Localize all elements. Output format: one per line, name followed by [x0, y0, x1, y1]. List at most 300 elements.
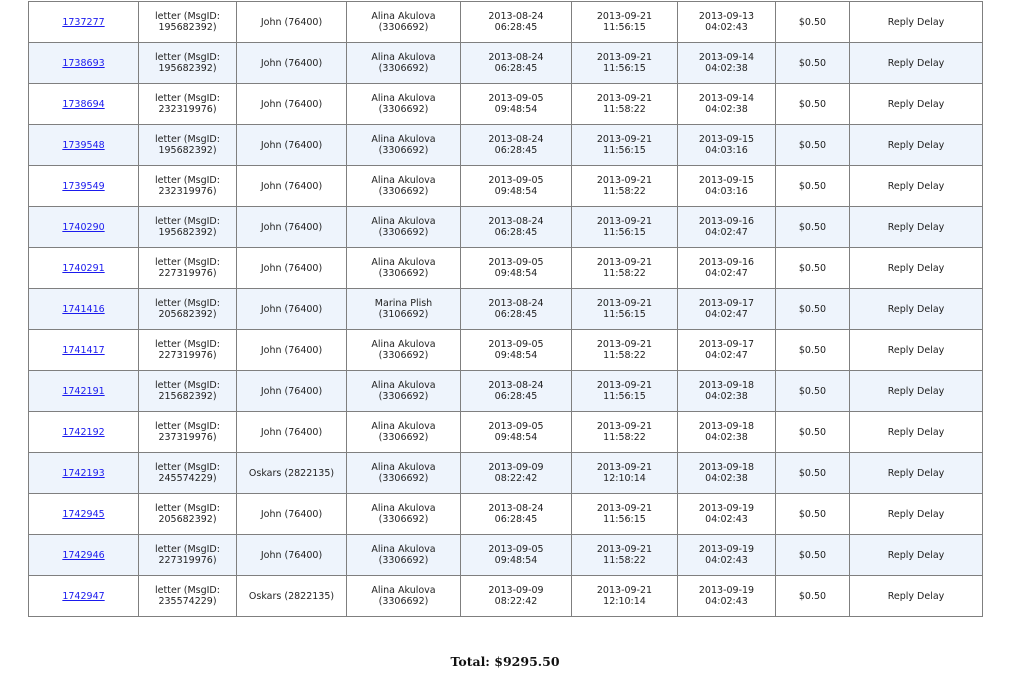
sent-date-cell	[461, 576, 572, 617]
penalty-date-cell	[678, 125, 776, 166]
recipient-name: Alina Akulova	[371, 503, 436, 514]
sender-cell	[237, 453, 347, 494]
sent-date: 2013-08-24	[488, 52, 544, 63]
sender-name: Oskars (2822135)	[248, 590, 335, 602]
penalty-time: 04:02:47	[705, 309, 748, 320]
row-id-link[interactable]: 1737277	[62, 16, 105, 28]
sender-cell	[237, 166, 347, 207]
sent-date: 2013-09-05	[488, 93, 544, 104]
checked-time: 11:58:22	[603, 268, 646, 279]
recipient-name: Alina Akulova	[371, 544, 436, 555]
penalty-date-cell	[678, 289, 776, 330]
reason-text: Reply Delay	[887, 385, 945, 397]
sent-time: 09:48:54	[494, 350, 538, 361]
msgid-value: 232319976)	[158, 104, 217, 115]
sent-time: 06:28:45	[494, 514, 538, 525]
sender-name: John (76400)	[260, 385, 323, 397]
msgid-value: 227319976)	[158, 350, 217, 361]
checked-date-cell	[572, 576, 678, 617]
checked-date: 2013-09-21	[596, 339, 653, 350]
checked-date: 2013-09-21	[596, 257, 653, 268]
amount-cell	[776, 330, 850, 371]
type-cell	[139, 576, 237, 617]
recipient-cell	[347, 2, 461, 43]
sent-date-cell	[461, 84, 572, 125]
penalty-date-cell	[678, 494, 776, 535]
type-cell	[139, 289, 237, 330]
row-id-link[interactable]: 1739548	[62, 139, 105, 151]
penalty-time: 04:02:47	[705, 268, 748, 279]
id-cell	[29, 330, 139, 371]
checked-time: 11:58:22	[603, 432, 646, 443]
amount-value: $0.50	[798, 98, 827, 110]
recipient-name: Alina Akulova	[371, 339, 436, 350]
recipient-name: Alina Akulova	[371, 175, 436, 186]
id-cell	[29, 453, 139, 494]
checked-time: 11:56:15	[603, 514, 646, 525]
sent-date: 2013-09-05	[488, 544, 544, 555]
row-id-link[interactable]: 1742191	[62, 385, 105, 397]
reason-text: Reply Delay	[887, 344, 945, 356]
type-cell	[139, 535, 237, 576]
recipient-id: (3306692)	[378, 514, 429, 525]
checked-time: 12:10:14	[603, 596, 646, 607]
penalty-date-cell	[678, 43, 776, 84]
checked-date: 2013-09-21	[596, 175, 653, 186]
row-id-link[interactable]: 1739549	[62, 180, 105, 192]
row-id-link[interactable]: 1742946	[62, 549, 105, 561]
recipient-id: (3306692)	[378, 391, 429, 402]
type-cell	[139, 330, 237, 371]
sent-date-cell	[461, 453, 572, 494]
penalty-date: 2013-09-15	[698, 134, 755, 145]
type-cell	[139, 166, 237, 207]
id-cell	[29, 43, 139, 84]
sender-name: John (76400)	[260, 426, 323, 438]
checked-date: 2013-09-21	[596, 11, 653, 22]
type-label: letter (MsgID:	[155, 503, 220, 514]
sender-name: John (76400)	[260, 180, 323, 192]
checked-date-cell	[572, 248, 678, 289]
row-id-link[interactable]: 1742947	[62, 590, 105, 602]
table-row	[29, 330, 983, 371]
table-body	[29, 2, 983, 617]
table-row	[29, 2, 983, 43]
checked-time: 11:56:15	[603, 145, 646, 156]
row-id-link[interactable]: 1741416	[62, 303, 105, 315]
checked-date: 2013-09-21	[596, 503, 653, 514]
sent-date: 2013-08-24	[488, 134, 544, 145]
type-label: letter (MsgID:	[155, 11, 220, 22]
reason-cell	[850, 453, 983, 494]
recipient-id: (3306692)	[378, 432, 429, 443]
reason-text: Reply Delay	[887, 590, 945, 602]
penalty-time: 04:02:38	[705, 104, 748, 115]
type-label: letter (MsgID:	[155, 175, 220, 186]
checked-date-cell	[572, 207, 678, 248]
recipient-id: (3106692)	[378, 309, 429, 320]
reason-text: Reply Delay	[887, 139, 945, 151]
msgid-value: 227319976)	[158, 555, 217, 566]
row-id-link[interactable]: 1741417	[62, 344, 105, 356]
recipient-name: Alina Akulova	[371, 216, 436, 227]
recipient-cell	[347, 535, 461, 576]
sent-date: 2013-08-24	[488, 503, 544, 514]
sent-time: 08:22:42	[494, 596, 538, 607]
amount-cell	[776, 166, 850, 207]
amount-value: $0.50	[798, 549, 827, 561]
amount-value: $0.50	[798, 303, 827, 315]
table-row	[29, 289, 983, 330]
sender-cell	[237, 2, 347, 43]
penalty-date: 2013-09-18	[698, 421, 755, 432]
sender-name: John (76400)	[260, 303, 323, 315]
sent-date: 2013-09-05	[488, 175, 544, 186]
msgid-value: 235574229)	[158, 596, 217, 607]
amount-value: $0.50	[798, 57, 827, 69]
checked-date-cell	[572, 535, 678, 576]
checked-date: 2013-09-21	[596, 544, 653, 555]
sender-name: John (76400)	[260, 262, 323, 274]
checked-date-cell	[572, 166, 678, 207]
sent-time: 06:28:45	[494, 227, 538, 238]
sender-cell	[237, 330, 347, 371]
checked-date: 2013-09-21	[596, 216, 653, 227]
sender-name: John (76400)	[260, 139, 323, 151]
amount-value: $0.50	[798, 385, 827, 397]
reason-cell	[850, 535, 983, 576]
recipient-id: (3306692)	[378, 145, 429, 156]
checked-date: 2013-09-21	[596, 585, 653, 596]
amount-value: $0.50	[798, 139, 827, 151]
reason-text: Reply Delay	[887, 98, 945, 110]
reason-cell	[850, 371, 983, 412]
type-cell	[139, 412, 237, 453]
recipient-id: (3306692)	[378, 473, 429, 484]
msgid-value: 195682392)	[158, 22, 217, 33]
table-row	[29, 207, 983, 248]
sent-date: 2013-09-05	[488, 421, 544, 432]
sent-date-cell	[461, 207, 572, 248]
type-cell	[139, 125, 237, 166]
type-cell	[139, 84, 237, 125]
type-label: letter (MsgID:	[155, 544, 220, 555]
penalty-date: 2013-09-15	[698, 175, 755, 186]
penalty-date-cell	[678, 330, 776, 371]
recipient-name: Alina Akulova	[371, 257, 436, 268]
type-cell	[139, 2, 237, 43]
type-cell	[139, 248, 237, 289]
sent-time: 08:22:42	[494, 473, 538, 484]
checked-date-cell	[572, 453, 678, 494]
msgid-value: 245574229)	[158, 473, 217, 484]
reason-cell	[850, 412, 983, 453]
sender-name: John (76400)	[260, 98, 323, 110]
msgid-value: 205682392)	[158, 514, 217, 525]
recipient-id: (3306692)	[378, 63, 429, 74]
recipient-name: Marina Plish	[374, 298, 433, 309]
msgid-value: 195682392)	[158, 63, 217, 74]
type-cell	[139, 43, 237, 84]
checked-date: 2013-09-21	[596, 380, 653, 391]
penalty-time: 04:02:38	[705, 63, 748, 74]
row-id-link[interactable]: 1738693	[62, 57, 105, 69]
id-cell	[29, 166, 139, 207]
penalty-date-cell	[678, 207, 776, 248]
amount-cell	[776, 412, 850, 453]
table-row	[29, 576, 983, 617]
reason-cell	[850, 289, 983, 330]
checked-time: 11:58:22	[603, 186, 646, 197]
type-label: letter (MsgID:	[155, 93, 220, 104]
sent-date: 2013-08-24	[488, 380, 544, 391]
amount-cell	[776, 535, 850, 576]
sent-date-cell	[461, 494, 572, 535]
penalty-time: 04:02:47	[705, 350, 748, 361]
checked-date-cell	[572, 289, 678, 330]
checked-date: 2013-09-21	[596, 462, 653, 473]
checked-date-cell	[572, 2, 678, 43]
type-label: letter (MsgID:	[155, 380, 220, 391]
amount-value: $0.50	[798, 467, 827, 479]
reason-text: Reply Delay	[887, 16, 945, 28]
penalty-date: 2013-09-17	[698, 298, 755, 309]
sender-cell	[237, 535, 347, 576]
msgid-value: 205682392)	[158, 309, 217, 320]
amount-cell	[776, 207, 850, 248]
amount-value: $0.50	[798, 16, 827, 28]
id-cell	[29, 494, 139, 535]
penalty-date: 2013-09-13	[698, 11, 755, 22]
reason-cell	[850, 43, 983, 84]
penalty-date: 2013-09-18	[698, 462, 755, 473]
sent-time: 09:48:54	[494, 104, 538, 115]
recipient-id: (3306692)	[378, 350, 429, 361]
recipient-name: Alina Akulova	[371, 134, 436, 145]
row-id-link[interactable]: 1742945	[62, 508, 105, 520]
sent-date-cell	[461, 330, 572, 371]
recipient-cell	[347, 166, 461, 207]
recipient-id: (3306692)	[378, 555, 429, 566]
penalty-date: 2013-09-19	[698, 503, 755, 514]
type-label: letter (MsgID:	[155, 421, 220, 432]
penalty-date-cell	[678, 453, 776, 494]
sent-date: 2013-09-09	[488, 462, 544, 473]
id-cell	[29, 289, 139, 330]
table-row	[29, 166, 983, 207]
sent-date-cell	[461, 166, 572, 207]
sent-time: 09:48:54	[494, 268, 538, 279]
type-label: letter (MsgID:	[155, 585, 220, 596]
id-cell	[29, 535, 139, 576]
row-id-link[interactable]: 1740291	[62, 262, 105, 274]
msgid-value: 227319976)	[158, 268, 217, 279]
msgid-value: 215682392)	[158, 391, 217, 402]
checked-date: 2013-09-21	[596, 421, 653, 432]
type-label: letter (MsgID:	[155, 216, 220, 227]
table-row	[29, 248, 983, 289]
penalty-date: 2013-09-19	[698, 544, 755, 555]
checked-time: 11:56:15	[603, 22, 646, 33]
penalty-time: 04:02:43	[705, 22, 748, 33]
sent-date: 2013-08-24	[488, 298, 544, 309]
sent-time: 09:48:54	[494, 186, 538, 197]
reason-cell	[850, 125, 983, 166]
checked-time: 11:56:15	[603, 309, 646, 320]
id-cell	[29, 125, 139, 166]
penalty-date: 2013-09-16	[698, 216, 755, 227]
recipient-cell	[347, 207, 461, 248]
penalty-time: 04:02:43	[705, 596, 748, 607]
sender-cell	[237, 43, 347, 84]
id-cell	[29, 576, 139, 617]
table-row	[29, 453, 983, 494]
amount-value: $0.50	[798, 508, 827, 520]
recipient-id: (3306692)	[378, 22, 429, 33]
sent-date-cell	[461, 371, 572, 412]
reason-cell	[850, 84, 983, 125]
reason-text: Reply Delay	[887, 467, 945, 479]
sender-cell	[237, 412, 347, 453]
row-id-link[interactable]: 1742192	[62, 426, 105, 438]
recipient-id: (3306692)	[378, 186, 429, 197]
reason-cell	[850, 166, 983, 207]
id-cell	[29, 412, 139, 453]
row-id-link[interactable]: 1742193	[62, 467, 105, 479]
sent-date: 2013-08-24	[488, 11, 544, 22]
amount-cell	[776, 453, 850, 494]
sent-time: 06:28:45	[494, 22, 538, 33]
sent-date: 2013-08-24	[488, 216, 544, 227]
checked-time: 11:58:22	[603, 350, 646, 361]
recipient-name: Alina Akulova	[371, 421, 436, 432]
amount-cell	[776, 84, 850, 125]
reason-cell	[850, 248, 983, 289]
recipient-cell	[347, 289, 461, 330]
type-label: letter (MsgID:	[155, 134, 220, 145]
sender-cell	[237, 289, 347, 330]
reason-cell	[850, 207, 983, 248]
recipient-cell	[347, 248, 461, 289]
sent-time: 09:48:54	[494, 555, 538, 566]
table-row	[29, 535, 983, 576]
amount-cell	[776, 248, 850, 289]
checked-date-cell	[572, 371, 678, 412]
checked-time: 11:56:15	[603, 227, 646, 238]
recipient-cell	[347, 494, 461, 535]
type-cell	[139, 453, 237, 494]
type-cell	[139, 494, 237, 535]
sender-name: John (76400)	[260, 508, 323, 520]
penalty-date: 2013-09-14	[698, 93, 755, 104]
id-cell	[29, 371, 139, 412]
total-amount: Total: $9295.50	[450, 654, 560, 669]
reason-cell	[850, 2, 983, 43]
sent-time: 06:28:45	[494, 309, 538, 320]
sent-date: 2013-09-09	[488, 585, 544, 596]
checked-date-cell	[572, 84, 678, 125]
checked-time: 11:58:22	[603, 555, 646, 566]
recipient-cell	[347, 125, 461, 166]
reason-text: Reply Delay	[887, 57, 945, 69]
table-row	[29, 125, 983, 166]
reason-text: Reply Delay	[887, 180, 945, 192]
checked-date: 2013-09-21	[596, 93, 653, 104]
penalty-time: 04:02:43	[705, 555, 748, 566]
penalty-time: 04:02:38	[705, 391, 748, 402]
checked-date: 2013-09-21	[596, 52, 653, 63]
checked-time: 11:56:15	[603, 63, 646, 74]
checked-date-cell	[572, 494, 678, 535]
recipient-name: Alina Akulova	[371, 52, 436, 63]
sent-date: 2013-09-05	[488, 257, 544, 268]
id-cell	[29, 248, 139, 289]
sent-date-cell	[461, 535, 572, 576]
sent-date-cell	[461, 2, 572, 43]
penalty-date-cell	[678, 248, 776, 289]
row-id-link[interactable]: 1738694	[62, 98, 105, 110]
amount-cell	[776, 371, 850, 412]
amount-cell	[776, 289, 850, 330]
amount-value: $0.50	[798, 221, 827, 233]
sender-cell	[237, 576, 347, 617]
checked-time: 11:58:22	[603, 104, 646, 115]
table-row	[29, 494, 983, 535]
checked-date-cell	[572, 330, 678, 371]
penalty-date: 2013-09-14	[698, 52, 755, 63]
penalty-date-cell	[678, 371, 776, 412]
type-label: letter (MsgID:	[155, 257, 220, 268]
sent-date-cell	[461, 248, 572, 289]
penalty-time: 04:02:43	[705, 514, 748, 525]
sender-cell	[237, 494, 347, 535]
table-row	[29, 371, 983, 412]
id-cell	[29, 84, 139, 125]
type-label: letter (MsgID:	[155, 339, 220, 350]
penalty-date-cell	[678, 166, 776, 207]
checked-date-cell	[572, 412, 678, 453]
recipient-name: Alina Akulova	[371, 93, 436, 104]
penalty-date: 2013-09-18	[698, 380, 755, 391]
sent-date-cell	[461, 125, 572, 166]
recipient-id: (3306692)	[378, 268, 429, 279]
penalty-time: 04:03:16	[705, 186, 748, 197]
amount-value: $0.50	[798, 262, 827, 274]
reason-text: Reply Delay	[887, 262, 945, 274]
reason-cell	[850, 330, 983, 371]
sender-cell	[237, 207, 347, 248]
recipient-cell	[347, 371, 461, 412]
table-row	[29, 43, 983, 84]
sent-date: 2013-09-05	[488, 339, 544, 350]
sender-cell	[237, 371, 347, 412]
type-cell	[139, 371, 237, 412]
penalty-date-cell	[678, 2, 776, 43]
recipient-cell	[347, 330, 461, 371]
recipient-name: Alina Akulova	[371, 380, 436, 391]
sender-cell	[237, 84, 347, 125]
id-cell	[29, 207, 139, 248]
row-id-link[interactable]: 1740290	[62, 221, 105, 233]
penalty-date: 2013-09-17	[698, 339, 755, 350]
type-cell	[139, 207, 237, 248]
checked-time: 12:10:14	[603, 473, 646, 484]
msgid-value: 195682392)	[158, 145, 217, 156]
recipient-name: Alina Akulova	[371, 585, 436, 596]
type-label: letter (MsgID:	[155, 298, 220, 309]
recipient-id: (3306692)	[378, 227, 429, 238]
msgid-value: 232319976)	[158, 186, 217, 197]
